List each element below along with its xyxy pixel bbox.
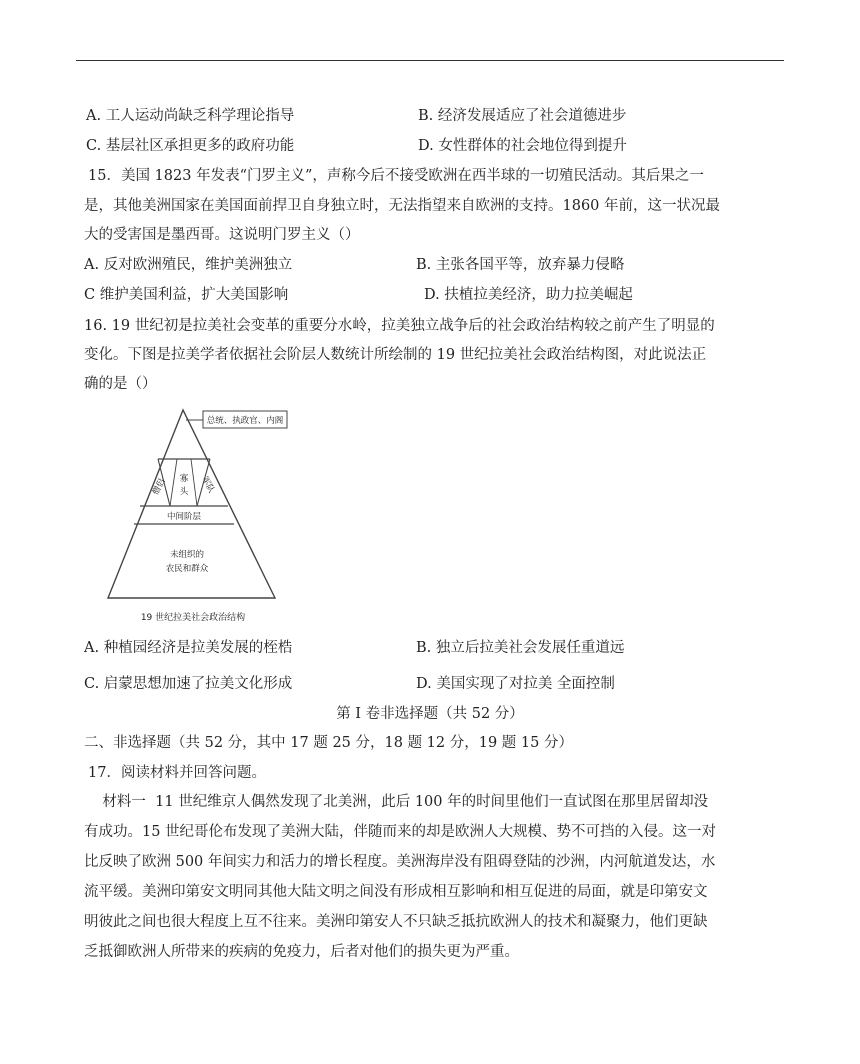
q15-stem-line-3: 大的受害国是墨西哥。这说明门罗主义（） — [84, 227, 360, 243]
q16-option-c[interactable]: C. 启蒙思想加速了拉美文化形成 — [84, 676, 293, 692]
material1-line-6: 乏抵御欧洲人所带来的疾病的免疫力，后者对他们的损失更为严重。 — [84, 944, 519, 960]
q14-option-b[interactable]: B. 经济发展适应了社会道德进步 — [418, 108, 627, 124]
oligarchy-label-1: 寡 — [179, 474, 189, 484]
diagram-caption: 19 世纪拉美社会政治结构 — [140, 613, 246, 623]
q15-stem-line-1: 15．美国 1823 年发表“门罗主义”，声称今后不接受欧洲在西半球的一切殖民活动。其后果之一 — [88, 168, 704, 184]
army-label: 军队 — [199, 475, 217, 495]
q17-title: 17．阅读材料并回答问题。 — [88, 765, 266, 781]
q16-option-b[interactable]: B. 独立后拉美社会发展任重道远 — [416, 640, 625, 656]
q16-stem-line-3: 确的是（） — [84, 376, 157, 392]
q15-stem-line-2: 是，其他美洲国家在美国面前捍卫自身独立时，无法指望来自欧洲的支持。1860 年前，这一状况最 — [84, 198, 721, 214]
top-label: 总统、执政官、内阁 — [206, 416, 284, 426]
social-structure-pyramid-diagram — [100, 408, 290, 628]
material1-line-2: 有成功。15 世纪哥伦布发现了美洲大陆，伴随而来的却是欧洲人大规模、势不可挡的入侵。这一对 — [84, 824, 717, 840]
material1-line-4: 流平缓。美洲印第安文明同其他大陆文明之间没有形成相互影响和相互促进的局面，就是印第安文 — [84, 884, 708, 900]
part2-heading: 二、非选择题（共 52 分，其中 17 题 25 分，18 题 12 分，19 题 15 分） — [84, 735, 573, 751]
q16-stem-line-2: 变化。下图是拉美学者依据社会阶层人数统计所绘制的 19 世纪拉美社会政治结构图，对此说法正 — [84, 347, 707, 363]
q15-option-b[interactable]: B. 主张各国平等，放弃暴力侵略 — [416, 257, 625, 273]
masses-label-1: 未组织的 — [169, 550, 205, 560]
q16-option-d[interactable]: D. 美国实现了对拉美 全面控制 — [416, 676, 615, 692]
q16-option-a[interactable]: A. 种植园经济是拉美发展的桎梏 — [84, 640, 293, 656]
q16-stem-line-1: 16. 19 世纪初是拉美社会变革的重要分水岭，拉美独立战争后的社会政治结构较之前产生了明显的 — [84, 318, 715, 334]
q14-option-a[interactable]: A. 工人运动尚缺乏科学理论指导 — [86, 108, 295, 124]
masses-label-2: 农民和群众 — [165, 564, 209, 574]
q15-option-d[interactable]: D. 扶植拉美经济，助力拉美崛起 — [424, 287, 633, 303]
q14-option-d[interactable]: D. 女性群体的社会地位得到提升 — [418, 138, 627, 154]
q15-option-a[interactable]: A. 反对欧洲殖民，维护美洲独立 — [84, 257, 293, 273]
section-title: 第 I 卷非选择题（共 52 分） — [336, 706, 524, 722]
q15-option-c[interactable]: C 维护美国利益，扩大美国影响 — [84, 287, 289, 303]
clergy-label: 僧侣 — [150, 477, 168, 497]
q14-option-c[interactable]: C. 基层社区承担更多的政府功能 — [86, 138, 295, 154]
middle-class-label: 中间阶层 — [166, 512, 202, 522]
header-rule — [76, 60, 784, 61]
oligarchy-label-2: 头 — [179, 487, 189, 497]
material1-line-3: 比反映了欧洲 500 年间实力和活力的增长程度。美洲海岸没有阻碍登陆的沙洲，内河航道发达，水 — [84, 854, 716, 870]
material1-line-5: 明彼此之间也很大程度上互不往来。美洲印第安人不只缺乏抵抗欧洲人的技术和凝聚力，他们更缺 — [84, 914, 708, 930]
material1-line-1: 材料一 11 世纪维京人偶然发现了北美洲，此后 100 年的时间里他们一直试图在那里居留却没 — [84, 794, 709, 810]
